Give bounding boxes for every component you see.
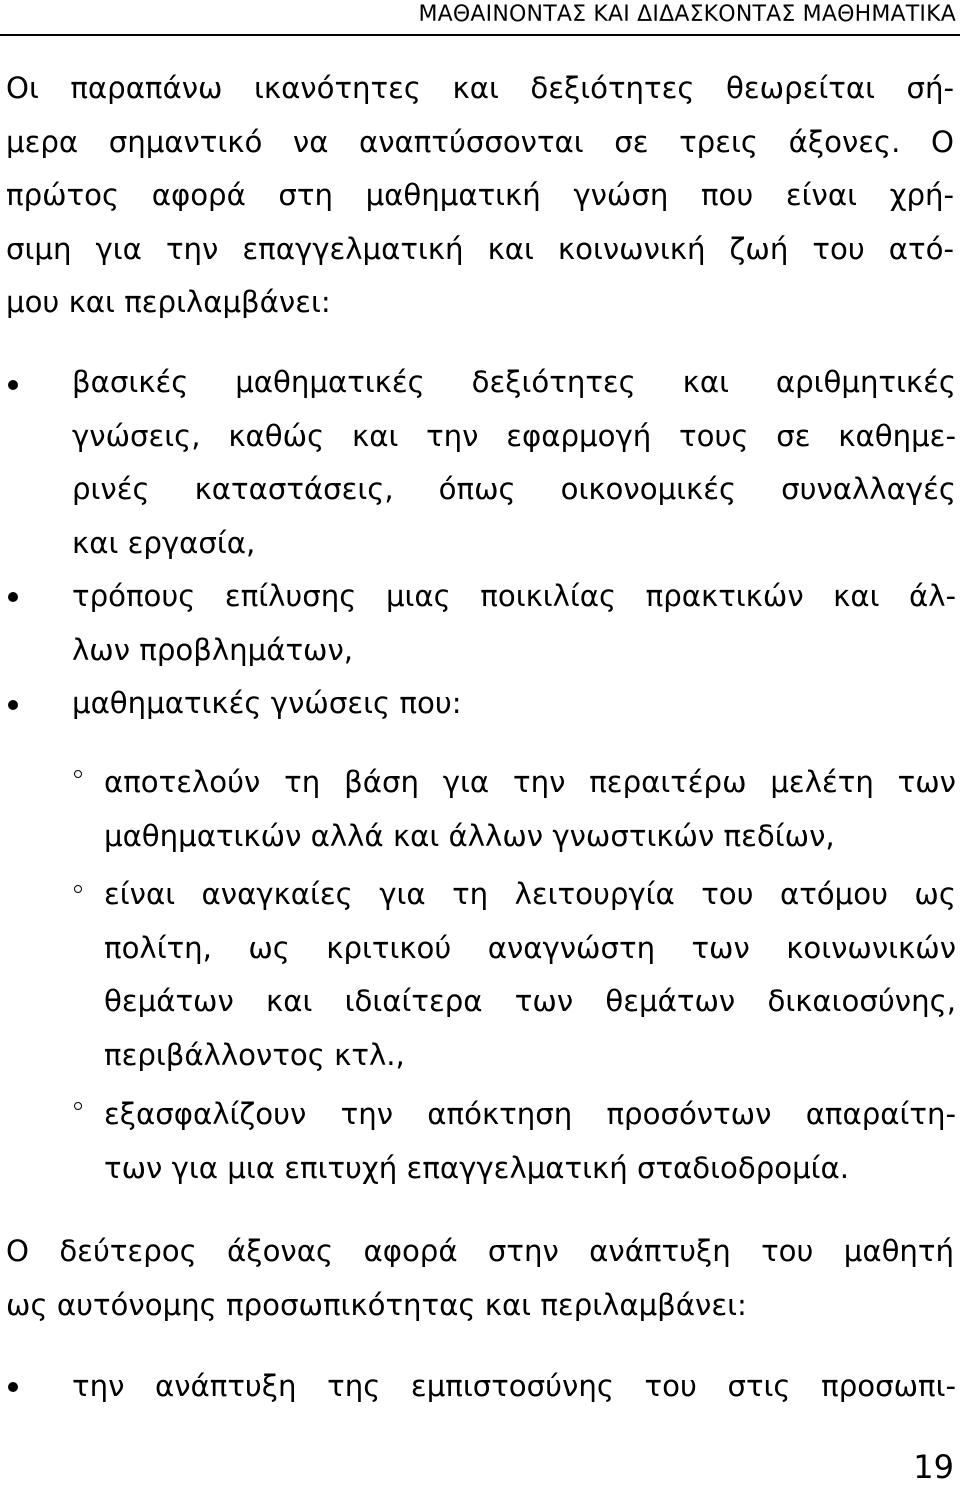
sub-bullet-line: είναι αναγκαίες για τη λειτουργία του ατόμου ως xyxy=(104,877,956,911)
sub-bullet-line: αποτελούν τη βάση για την περαιτέρω μελέτη των xyxy=(104,765,956,799)
bullet-dot xyxy=(8,1382,18,1392)
sub-bullet-line: περιβάλλοντος κτλ., xyxy=(104,1037,405,1072)
sub-bullet-item xyxy=(104,1088,956,1195)
sub-bullet-line: εξασφαλίζουν την απόκτηση προσόντων απαραίτη- xyxy=(104,1097,956,1131)
running-header: ΜΑΘΑΙΝΟΝΤΑΣ ΚΑΙ ΔΙΔΑΣΚΟΝΤΑΣ ΜΑΘΗΜΑΤΙΚΑ xyxy=(418,2,956,27)
bullet-item xyxy=(72,570,956,677)
paragraph-second-axis xyxy=(6,1225,954,1332)
paragraph-line: Οι παραπάνω ικανότητες και δεξιότητες θεωρείται σή- xyxy=(6,71,954,105)
bullet-item xyxy=(72,356,956,570)
bullet-dot xyxy=(8,380,18,390)
paragraph-line: ως αυτόνομης προσωπικότητας και περιλαμβάνει: xyxy=(6,1287,747,1322)
sub-bullet-line: πολίτη, ως κριτικού αναγνώστη των κοινωνικών xyxy=(104,930,956,965)
bullet-line: τρόπους επίλυσης μιας ποικιλίας πρακτικών και άλ- xyxy=(72,579,956,613)
bullet-dot xyxy=(8,700,18,710)
bullet-dot xyxy=(8,592,18,602)
page-number: 19 xyxy=(913,1448,954,1486)
header-rule xyxy=(0,34,960,36)
sub-bullet-marker xyxy=(74,885,82,893)
sub-bullet-line: θεμάτων και ιδιαίτερα των θεμάτων δικαιοσύνης, xyxy=(104,984,956,1019)
sub-bullet-line: των για μια επιτυχή επαγγελματική σταδιοδρομία. xyxy=(104,1150,850,1185)
sub-bullet-marker xyxy=(74,1102,82,1110)
sub-bullet-marker xyxy=(74,770,82,778)
bullet-line: μαθηματικές γνώσεις που: xyxy=(72,686,462,720)
sub-bullet-line: μαθηματικών αλλά και άλλων γνωστικών πεδίων, xyxy=(104,818,835,853)
sub-bullet-item xyxy=(104,756,956,863)
paragraph-line: σιμη για την επαγγελματική και κοινωνική ζωή του ατό- xyxy=(6,231,954,266)
bullet-line: γνώσεις, καθώς και την εφαρμογή τους σε καθημε- xyxy=(72,418,956,453)
paragraph-line: πρώτος αφορά στη μαθηματική γνώση που είναι χρή- xyxy=(6,178,954,213)
bullet-item xyxy=(72,677,956,731)
bullet-line: ρινές καταστάσεις, όπως οικονομικές συναλλαγές xyxy=(72,472,956,507)
bullet-line: την ανάπτυξη της εμπιστοσύνης του στις προσωπι- xyxy=(72,1369,956,1403)
bullet-item xyxy=(72,1360,956,1414)
sub-bullet-item xyxy=(104,868,956,1082)
bullet-line: βασικές μαθηματικές δεξιότητες και αριθμητικές xyxy=(72,365,956,399)
paragraph-line: Ο δεύτερος άξονας αφορά στην ανάπτυξη του μαθητή xyxy=(6,1234,954,1268)
bullet-line: λων προβλημάτων, xyxy=(72,632,354,667)
paragraph-intro xyxy=(6,62,954,330)
paragraph-line: μου και περιλαμβάνει: xyxy=(6,285,331,320)
paragraph-line: μερα σημαντικό να αναπτύσσονται σε τρεις άξονες. Ο xyxy=(6,124,954,159)
bullet-line: και εργασία, xyxy=(72,525,256,560)
